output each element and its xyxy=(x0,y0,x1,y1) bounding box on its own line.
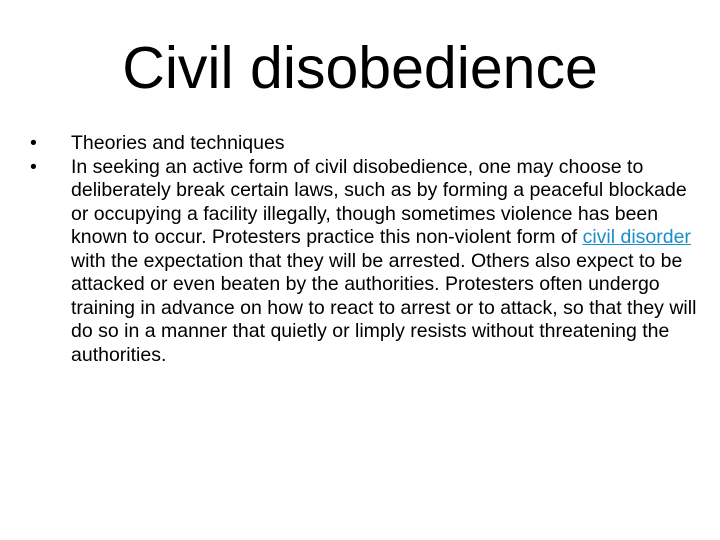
bullet-icon: • xyxy=(30,155,37,178)
slide-title: Civil disobedience xyxy=(122,35,598,101)
civil-disorder-link[interactable]: civil disorder xyxy=(582,226,691,248)
bullet-item-active-form xyxy=(30,156,702,368)
bullet-text-before-link: In seeking an active form of civil disobedience, one may choose to deliberately break certain laws, such as by forming a peaceful blockade or occupying a facility illegally, though sometimes violence has been known to occur. Protesters practice this non-violent form of xyxy=(71,155,687,248)
bullet-item-theories xyxy=(30,132,702,156)
bullet-text: Theories and techniques xyxy=(71,132,285,154)
bullet-text-after-link: with the expectation that they will be arrested. Others also expect to be attacked or even beaten by the authorities. Protesters often undergo training in advance on how to react to arrest or to attack, so that they will do so in a manner that quietly or limply resists without threatening the authorities. xyxy=(71,249,697,366)
bullet-list xyxy=(30,132,702,367)
bullet-icon: • xyxy=(30,132,37,154)
